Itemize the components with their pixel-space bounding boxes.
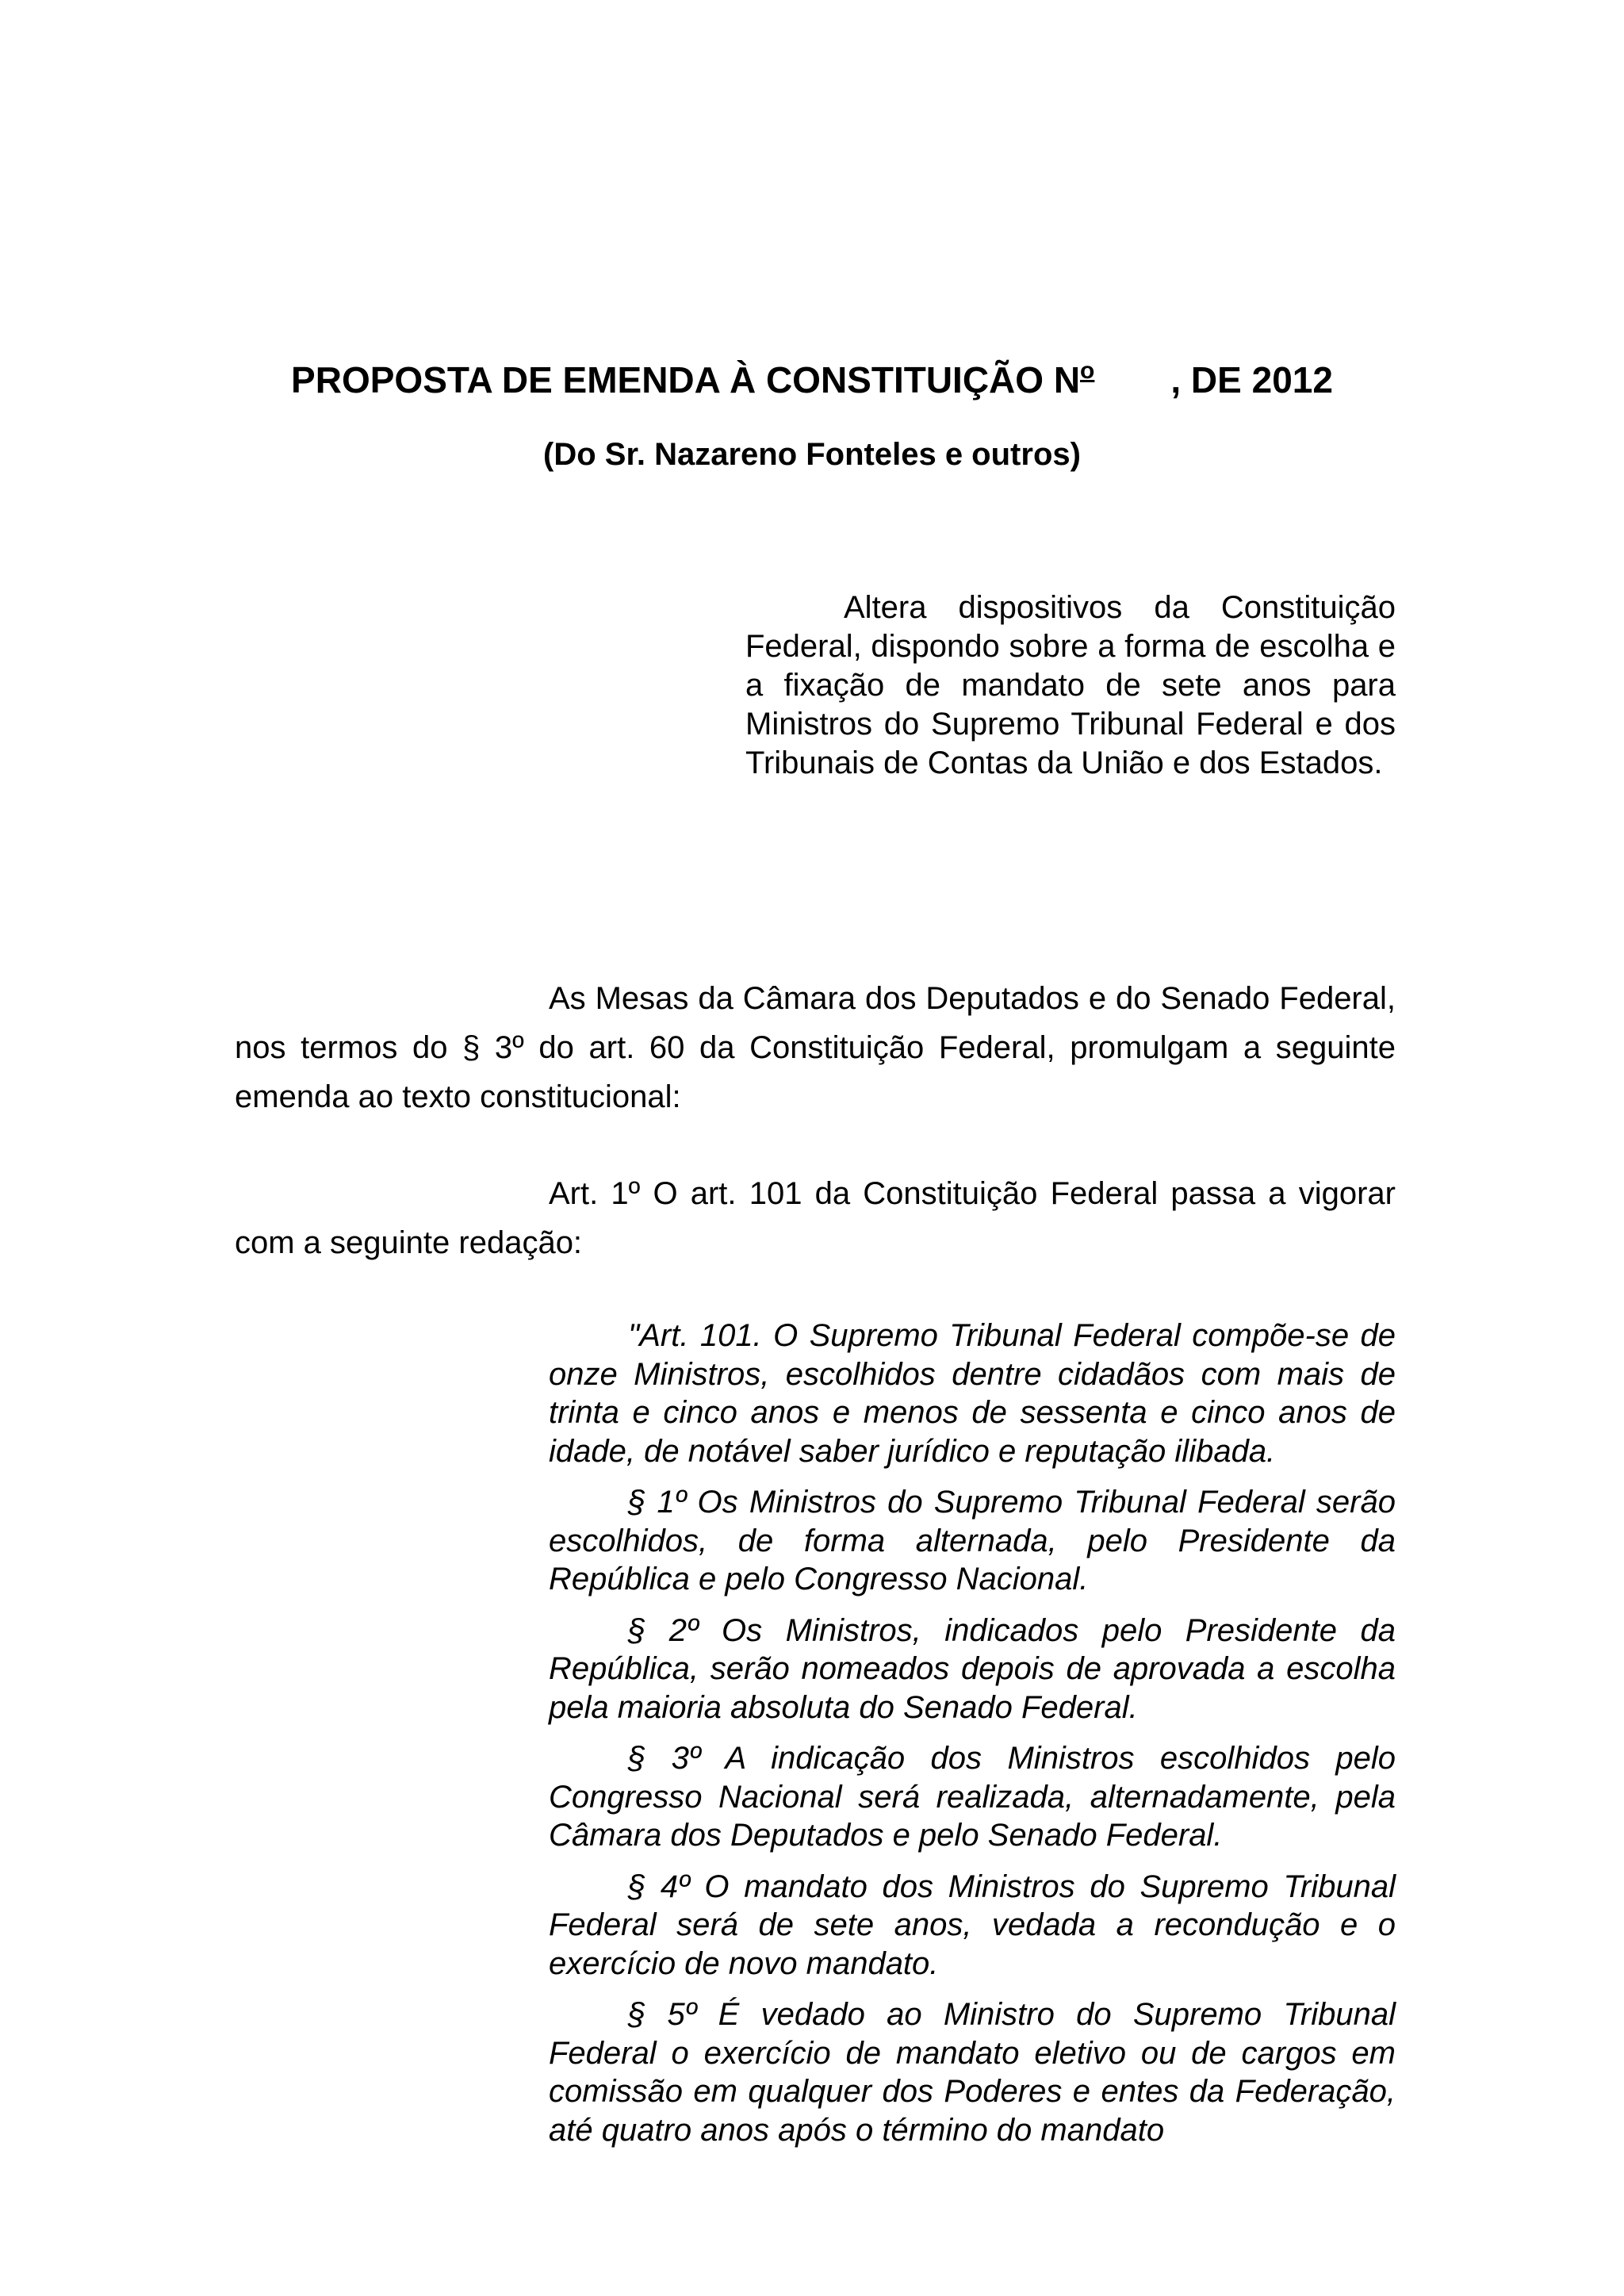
quoted-article-block (549, 1317, 1396, 2162)
article-1-paragraph: Art. 1º O art. 101 da Constituição Federal passa a vigorar com a seguinte redação: (235, 1176, 1396, 1260)
preamble-paragraph: As Mesas da Câmara dos Deputados e do Senado Federal, nos termos do § 3º do art. 60 da Constituição Federal, promulgam a seguinte emenda ao texto constitucional: (235, 981, 1396, 1114)
quoted-paragraph-4: § 4º O mandato dos Ministros do Supremo Tribunal Federal será de sete anos, vedada a recondução e o exercício de novo mandato. (549, 1869, 1396, 1981)
title-number-superscript: o (1080, 358, 1095, 384)
document-title (0, 349, 1624, 402)
quoted-paragraph-1: § 1º Os Ministros do Supremo Tribunal Federal serão escolhidos, de forma alternada, pelo Presidente da República e pelo Congresso Nacional. (549, 1485, 1396, 1596)
quoted-paragraph-5: § 5º É vedado ao Ministro do Supremo Tribunal Federal o exercício de mandato eletivo ou de cargos em comissão em qualquer dos Poderes e entes da Federação, até quatro anos após o término do mandato (549, 1997, 1396, 2148)
ementa-summary: Altera dispositivos da Constituição Federal, dispondo sobre a forma de escolha e a fixação de mandato de sete anos para Ministros do Supremo Tribunal Federal e dos Tribunais de Contas da União e dos Estados. (745, 590, 1396, 780)
quoted-paragraph-2: § 2º Os Ministros, indicados pelo Presidente da República, serão nomeados depois de aprovada a escolha pela maioria absoluta do Senado Federal. (549, 1612, 1396, 1725)
author-line: (Do Sr. Nazareno Fonteles e outros) (543, 437, 1081, 472)
quoted-article-caput: "Art. 101. O Supremo Tribunal Federal compõe-se de onze Ministros, escolhidos dentre cidadãos com mais de trinta e cinco anos e menos de sessenta e cinco anos de idade, de notável saber jurídico e reputação ilibada. (549, 1318, 1396, 1469)
title-prefix: PROPOSTA DE EMENDA À CONSTITUIÇÃO N (291, 359, 1081, 401)
quoted-paragraph-3: § 3º A indicação dos Ministros escolhidos pelo Congresso Nacional será realizada, alternadamente, pela Câmara dos Deputados e pelo Senado Federal. (549, 1741, 1396, 1853)
title-suffix: , DE 2012 (1170, 359, 1333, 401)
